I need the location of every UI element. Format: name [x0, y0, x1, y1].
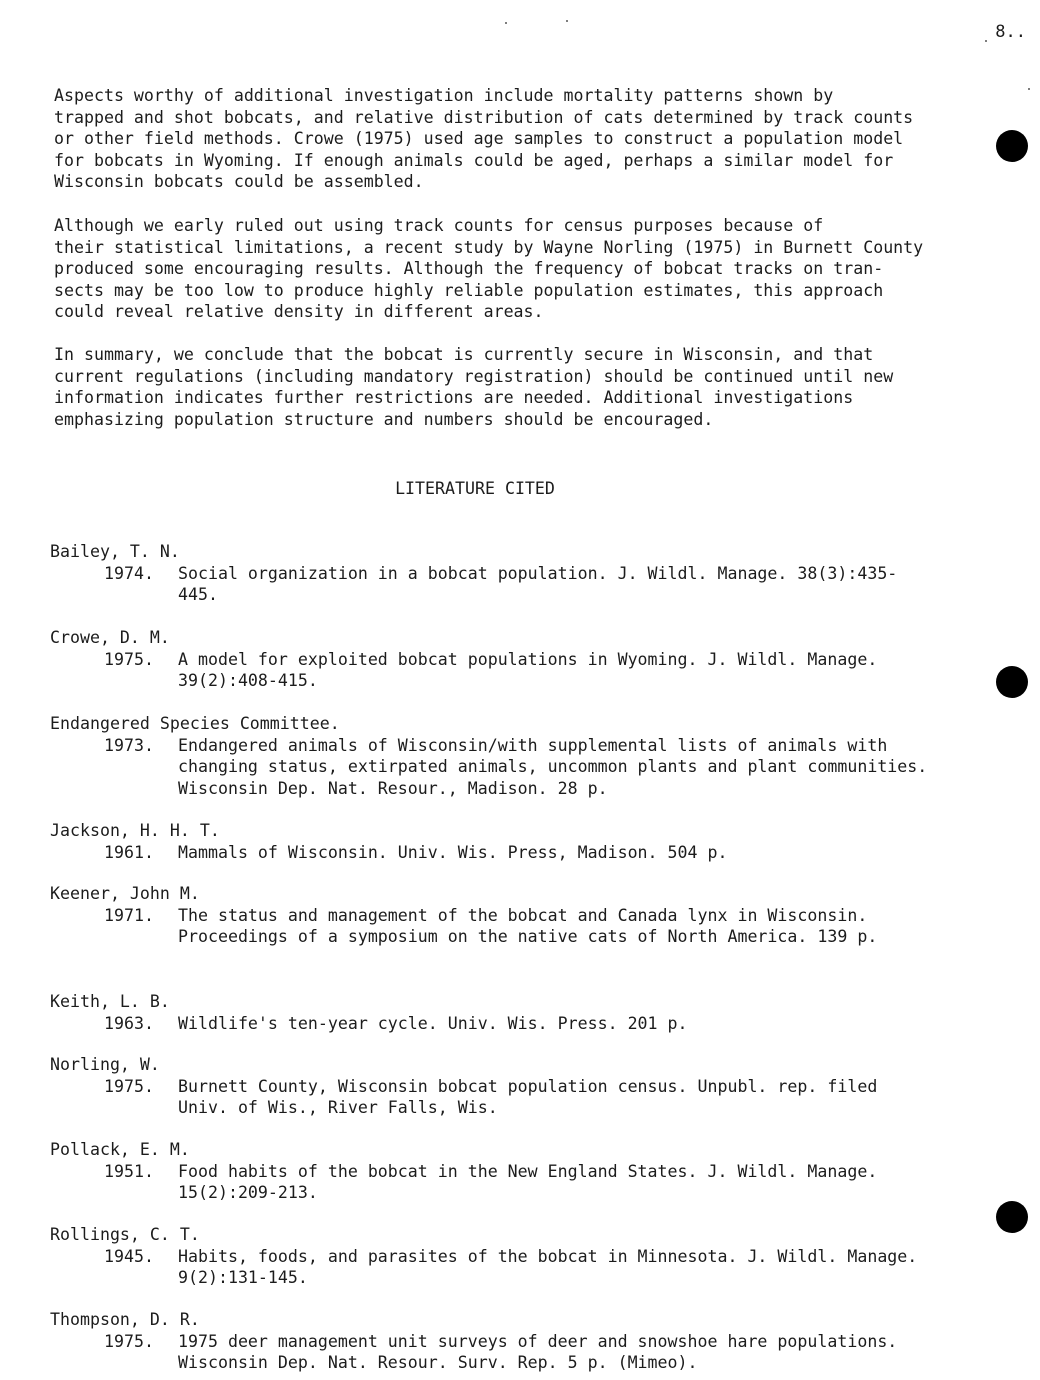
scan-speck [566, 20, 568, 22]
reference-entry [50, 1054, 990, 1119]
paragraph-further-investigation: Aspects worthy of additional investigation include mortality patterns shown by trapped and shot bobcats, and relative distribution of cats determined by track counts or other field methods. Crowe (1975) used age samples to construct a population model for bobcats in Wyoming. If enough animals could be aged, perhaps a similar model for Wisconsin bobcats could be assembled. [54, 86, 914, 192]
punch-hole [996, 666, 1028, 698]
punch-hole [996, 1201, 1028, 1233]
reference-year: 1973. [104, 735, 154, 755]
scan-speck [985, 40, 987, 42]
reference-text: Wildlife's ten-year cycle. Univ. Wis. Press. 201 p. [178, 1013, 688, 1033]
reference-text: Mammals of Wisconsin. Univ. Wis. Press, Madison. 504 p. [178, 842, 728, 862]
reference-author: Thompson, D. R. [50, 1310, 200, 1329]
reference-year: 1971. [104, 905, 154, 925]
paragraph-summary: In summary, we conclude that the bobcat is currently secure in Wisconsin, and that current regulations (including mandatory registration) should be continued until new information indicates further restrictions are needed. Additional investigations emphasizing population structure and numbers should be encouraged. [54, 345, 894, 429]
literature-cited-heading: LITERATURE CITED [395, 479, 555, 498]
reference-author: Rollings, C. T. [50, 1225, 200, 1244]
reference-year: 1961. [104, 842, 154, 862]
reference-text: Endangered animals of Wisconsin/with supplemental lists of animals with changing status, extirpated animals, uncommon plants and plant communities. Wisconsin Dep. Nat. Resour., Madison. 28 p. [178, 735, 928, 798]
scan-speck [1028, 88, 1030, 90]
reference-author: Keener, John M. [50, 884, 200, 903]
page-number: 8.. [995, 22, 1026, 42]
reference-entry [50, 820, 990, 863]
reference-author: Endangered Species Committee. [50, 714, 340, 733]
reference-author: Bailey, T. N. [50, 542, 180, 561]
reference-text: 1975 deer management unit surveys of deer and snowshoe hare populations. Wisconsin Dep. Nat. Resour. Surv. Rep. 5 p. (Mimeo). [178, 1331, 898, 1373]
reference-author: Pollack, E. M. [50, 1140, 190, 1159]
reference-text: A model for exploited bobcat populations in Wyoming. J. Wildl. Manage. 39(2):408-415. [178, 649, 878, 691]
reference-text: Habits, foods, and parasites of the bobcat in Minnesota. J. Wildl. Manage. 9(2):131-145. [178, 1246, 918, 1288]
reference-text: Burnett County, Wisconsin bobcat population census. Unpubl. rep. filed Univ. of Wis., River Falls, Wis. [178, 1076, 878, 1118]
reference-text: Social organization in a bobcat population. J. Wildl. Manage. 38(3):435- 445. [178, 563, 898, 605]
reference-author: Norling, W. [50, 1055, 160, 1074]
reference-entry [50, 627, 990, 692]
reference-entry [50, 713, 990, 799]
reference-author: Keith, L. B. [50, 992, 170, 1011]
reference-year: 1945. [104, 1246, 154, 1266]
reference-entry [50, 1309, 990, 1374]
reference-text: The status and management of the bobcat and Canada lynx in Wisconsin. Proceedings of a symposium on the native cats of North America. 139 p. [178, 905, 878, 947]
reference-entry [50, 1224, 990, 1289]
reference-entry [50, 541, 990, 606]
reference-entry [50, 883, 990, 948]
reference-author: Crowe, D. M. [50, 628, 170, 647]
reference-year: 1975. [104, 649, 154, 669]
reference-year: 1975. [104, 1076, 154, 1096]
reference-text: Food habits of the bobcat in the New England States. J. Wildl. Manage. 15(2):209-213. [178, 1161, 878, 1203]
reference-year: 1974. [104, 563, 154, 583]
punch-hole [996, 130, 1028, 162]
reference-year: 1951. [104, 1161, 154, 1181]
reference-author: Jackson, H. H. T. [50, 821, 220, 840]
reference-year: 1975. [104, 1331, 154, 1351]
scan-speck [505, 22, 507, 24]
reference-year: 1963. [104, 1013, 154, 1033]
paragraph-track-counts: Although we early ruled out using track counts for census purposes because of their statistical limitations, a recent study by Wayne Norling (1975) in Burnett County produced some encouraging results. Although the frequency of bobcat tracks on tran- sects may be too low to produce highly reliable population estimates, this approach could reveal relative density in different areas. [54, 216, 924, 322]
reference-entry [50, 991, 990, 1034]
reference-entry [50, 1139, 990, 1204]
